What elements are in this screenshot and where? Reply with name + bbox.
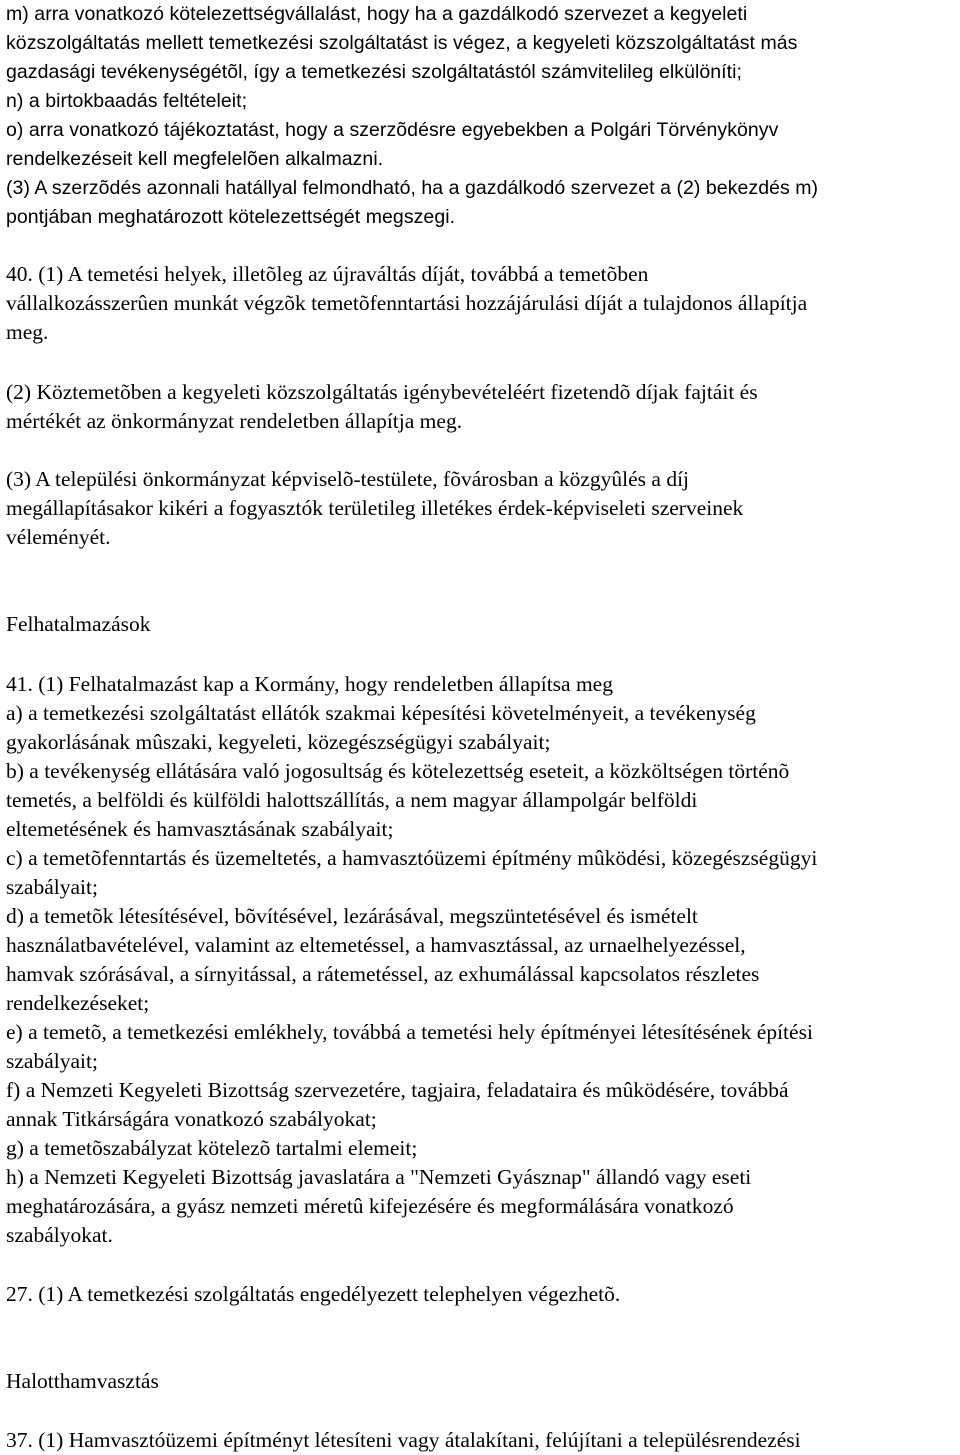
- text-line: h) a Nemzeti Kegyeleti Bizottság javaslatára a "Nemzeti Gyásznap" állandó vagy eseti: [6, 1165, 752, 1189]
- text-line: meghatározására, a gyász nemzeti méretû kifejezésére és megformálására vonatkozó: [6, 1194, 734, 1218]
- text-line: használatbavételével, valamint az eltemetéssel, a hamvasztással, az urnaelhelyezéssel,: [6, 933, 746, 957]
- text-line: 41. (1) Felhatalmazást kap a Kormány, hogy rendeletben állapítsa meg: [6, 672, 613, 696]
- section-37: 37. (1) Hamvasztóüzemi építményt létesíteni vagy átalakítani, felújítani a településrendezési: [6, 1428, 801, 1452]
- text-line: rendelkezéseit kell megfelelõen alkalmazni.: [6, 148, 384, 170]
- text-line: m) arra vonatkozó kötelezettségvállalást, hogy ha a gazdálkodó szervezet a kegyeleti: [6, 3, 748, 25]
- text-line: szabályokat.: [6, 1223, 113, 1247]
- text-line: eltemetésének és hamvasztásának szabályait;: [6, 817, 394, 841]
- text-line: gyakorlásának mûszaki, kegyeleti, közegészségügyi szabályait;: [6, 730, 551, 754]
- text-line: e) a temetõ, a temetkezési emlékhely, továbbá a temetési hely építményei létesítésének építési: [6, 1020, 813, 1044]
- section-40-para-2: [6, 378, 758, 436]
- text-line: mértékét az önkormányzat rendeletben állapítja meg.: [6, 409, 463, 433]
- text-line: rendelkezéseket;: [6, 991, 150, 1015]
- text-line: pontjában meghatározott kötelezettségét megszegi.: [6, 206, 456, 228]
- section-heading: Halotthamvasztás: [6, 1369, 159, 1393]
- section-41: [6, 670, 817, 1250]
- text-line: (3) A szerzõdés azonnali hatállyal felmondható, ha a gazdálkodó szervezet a (2) bekezdés m): [6, 177, 819, 199]
- text-line: d) a temetõk létesítésével, bõvítésével, lezárásával, megszüntetésével és ismételt: [6, 904, 698, 928]
- section-27: 27. (1) A temetkezési szolgáltatás engedélyezett telephelyen végezhetõ.: [6, 1282, 621, 1306]
- text-line: c) a temetõfenntartás és üzemeltetés, a hamvasztóüzemi építmény mûködési, közegészségügyi: [6, 846, 818, 870]
- text-line: meg.: [6, 320, 49, 344]
- text-line: n) a birtokbaadás feltételeit;: [6, 90, 248, 112]
- text-line: közszolgáltatás mellett temetkezési szolgáltatást is végez, a kegyeleti közszolgáltatást más: [6, 32, 798, 54]
- text-line: f) a Nemzeti Kegyeleti Bizottság szervezetére, tagjaira, feladataira és mûködésére, továbbá: [6, 1078, 789, 1102]
- text-line: b) a tevékenység ellátására való jogosultság és kötelezettség eseteit, a közköltségen történõ: [6, 759, 790, 783]
- text-line: hamvak szórásával, a sírnyitással, a rátemetéssel, az exhumálással kapcsolatos részletes: [6, 962, 760, 986]
- text-line: (3) A települési önkormányzat képviselõ-testülete, fõvárosban a közgyûlés a díj: [6, 467, 690, 491]
- text-line: (2) Köztemetõben a kegyeleti közszolgáltatás igénybevételéért fizetendõ díjak fajtáit és: [6, 380, 758, 404]
- text-line: 40. (1) A temetési helyek, illetõleg az újraváltás díját, továbbá a temetõben: [6, 262, 649, 286]
- text-line: temetés, a belföldi és külföldi halottszállítás, a nem magyar állampolgár belföldi: [6, 788, 698, 812]
- contract-terms-block: [6, 0, 818, 232]
- text-line: szabályait;: [6, 875, 98, 899]
- text-line: vállalkozásszerûen munkát végzõk temetõfenntartási hozzájárulási díját a tulajdonos állapítja: [6, 291, 808, 315]
- section-40-para-3: [6, 465, 743, 552]
- section-40-para-1: [6, 260, 807, 347]
- text-line: szabályait;: [6, 1049, 98, 1073]
- text-line: o) arra vonatkozó tájékoztatást, hogy a szerzõdésre egyebekben a Polgári Törvénykönyv: [6, 119, 779, 141]
- text-line: véleményét.: [6, 525, 111, 549]
- section-heading: Felhatalmazások: [6, 612, 151, 636]
- text-line: megállapításakor kikéri a fogyasztók területileg illetékes érdek-képviseleti szerveinek: [6, 496, 744, 520]
- text-line: gazdasági tevékenységétõl, így a temetkezési szolgáltatástól számvitelileg elkülöníti;: [6, 61, 742, 83]
- text-line: a) a temetkezési szolgáltatást ellátók szakmai képesítési követelményeit, a tevékenység: [6, 701, 756, 725]
- text-line: annak Titkárságára vonatkozó szabályokat;: [6, 1107, 377, 1131]
- text-line: g) a temetõszabályzat kötelezõ tartalmi elemeit;: [6, 1136, 418, 1160]
